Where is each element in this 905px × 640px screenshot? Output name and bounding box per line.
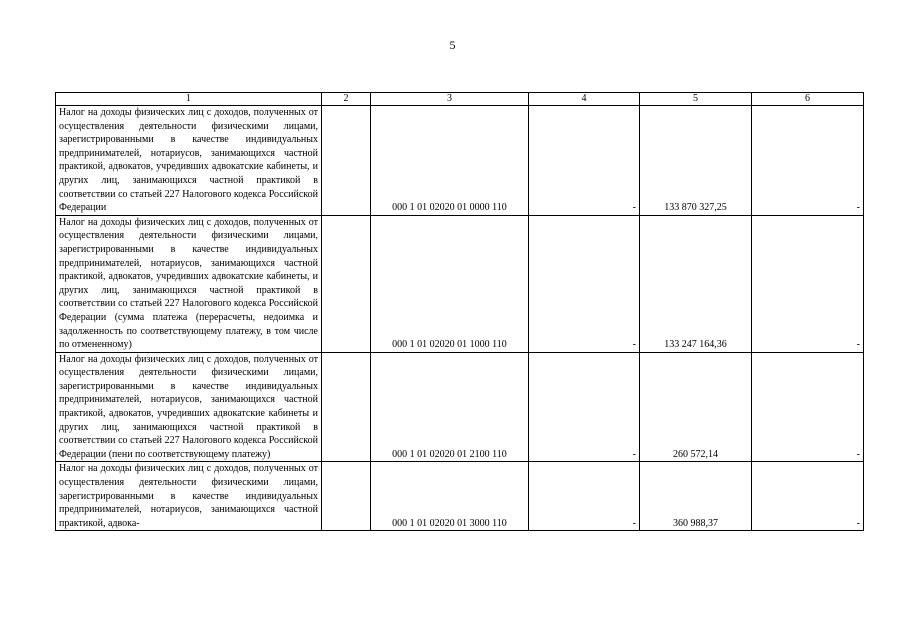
amount-cell: 260 572,14 xyxy=(640,352,752,462)
amount-cell: 133 870 327,25 xyxy=(640,106,752,216)
column-4-cell: - xyxy=(529,106,640,216)
header-row xyxy=(56,93,864,106)
table-row xyxy=(56,215,864,352)
budget-code-cell: 000 1 01 02020 01 2100 110 xyxy=(371,352,529,462)
column-header-6: 6 xyxy=(752,93,864,106)
table-row xyxy=(56,462,864,531)
budget-code-cell: 000 1 01 02020 01 3000 110 xyxy=(371,462,529,531)
column-header-2: 2 xyxy=(322,93,371,106)
income-name-cell: Налог на доходы физических лиц с доходов, полученных от осуществления деятельности физическими лицами, зарегистрированными в качестве индивидуальных предпринимателей, нотариусов, занимающихся частной практикой, адвокатов, учредивших адвокатские кабинеты и других лиц, занимающихся частной практикой в соответствии со статьей 227 Налогового кодекса Российской Федерации (пени по соответствующему платежу) xyxy=(56,352,322,462)
column-header-3: 3 xyxy=(371,93,529,106)
column-6-cell: - xyxy=(752,106,864,216)
income-name-cell: Налог на доходы физических лиц с доходов, полученных от осуществления деятельности физическими лицами, зарегистрированными в качестве индивидуальных предпринимателей, нотариусов, занимающихся частной практикой, адвока- xyxy=(56,462,322,531)
column-6-cell: - xyxy=(752,352,864,462)
column-4-cell: - xyxy=(529,215,640,352)
column-4-cell: - xyxy=(529,462,640,531)
column-2-cell xyxy=(322,215,371,352)
column-header-5: 5 xyxy=(640,93,752,106)
column-2-cell xyxy=(322,352,371,462)
income-name-cell: Налог на доходы физических лиц с доходов, полученных от осуществления деятельности физическими лицами, зарегистрированными в качестве индивидуальных предпринимателей, нотариусов, занимающихся частной практикой, адвокатов, учредивших адвокатские кабинеты, и других лиц, занимающихся частной практикой в соответствии со статьей 227 Налогового кодекса Российской Федерации (сумма платежа (перерасчеты, недоимка и задолженность по соответствующему платежу, в том числе по отмененному) xyxy=(56,215,322,352)
column-header-1: 1 xyxy=(56,93,322,106)
income-name-cell: Налог на доходы физических лиц с доходов, полученных от осуществления деятельности физическими лицами, зарегистрированными в качестве индивидуальных предпринимателей, нотариусов, занимающихся частной практикой, адвокатов, учредивших адвокатские кабинеты, и других лиц, занимающихся частной практикой в соответствии со статьей 227 Налогового кодекса Российской Федерации xyxy=(56,106,322,216)
column-2-cell xyxy=(322,462,371,531)
column-header-4: 4 xyxy=(529,93,640,106)
budget-code-cell: 000 1 01 02020 01 1000 110 xyxy=(371,215,529,352)
table-row xyxy=(56,106,864,216)
table-row xyxy=(56,352,864,462)
column-2-cell xyxy=(322,106,371,216)
column-6-cell: - xyxy=(752,215,864,352)
page-number: 5 xyxy=(449,38,456,52)
column-6-cell: - xyxy=(752,462,864,531)
revenue-table xyxy=(55,92,864,531)
budget-code-cell: 000 1 01 02020 01 0000 110 xyxy=(371,106,529,216)
amount-cell: 360 988,37 xyxy=(640,462,752,531)
amount-cell: 133 247 164,36 xyxy=(640,215,752,352)
column-4-cell: - xyxy=(529,352,640,462)
